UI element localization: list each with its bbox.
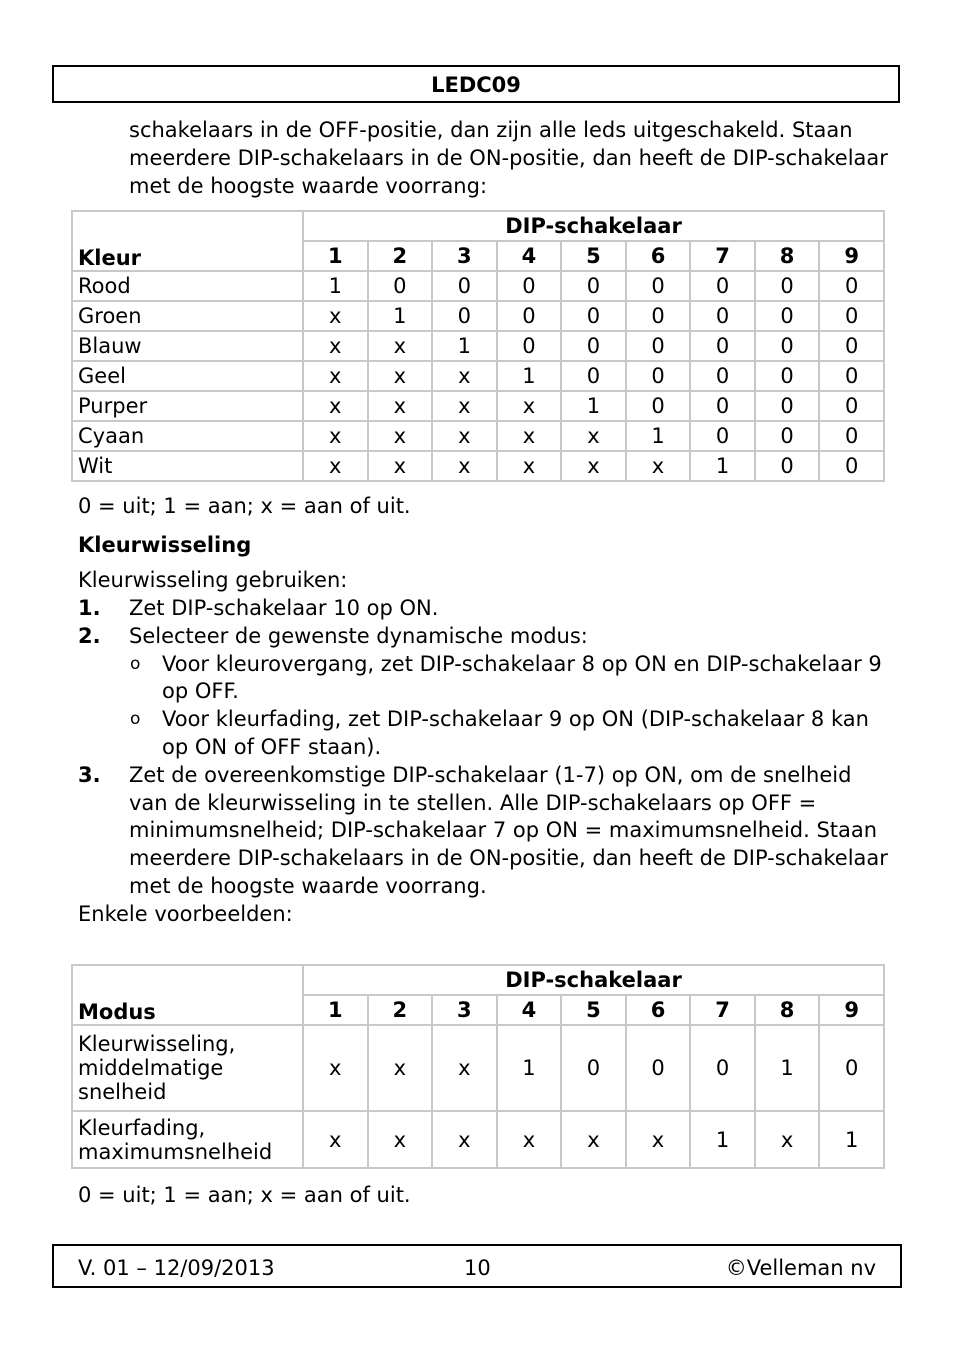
table-cell: 0 [755,331,820,361]
step-number: 1. [78,596,101,620]
row-label: Kleurfading, maximumsnelheid [72,1111,303,1168]
table-cell: 1 [432,331,497,361]
table-cell: 0 [626,331,691,361]
row-label: Geel [72,361,303,391]
row-label: Groen [72,301,303,331]
table-cell: 0 [497,301,562,331]
substep-text: Voor kleurfading, zet DIP-schakelaar 9 op ON (DIP-schakelaar 8 kan op ON of OFF staan). [162,707,869,759]
row-label: Wit [72,451,303,481]
column-header-7: 7 [690,995,755,1025]
table-cell: 1 [690,1111,755,1168]
step-item [78,762,888,901]
column-header-5: 5 [561,995,626,1025]
column-header-4: 4 [497,995,562,1025]
table-cell: x [303,1025,368,1111]
table-cell: 1 [497,361,562,391]
table-cell: 0 [561,271,626,301]
table-cell: x [303,421,368,451]
table-cell: 0 [819,391,884,421]
step-text: Zet de overeenkomstige DIP-schakelaar (1-7) op ON, om de snelheid van de kleurwisseling in te stellen. Alle DIP-schakelaars op OFF = minimumsnelheid; DIP-schakelaar 7 op ON = maximumsnelheid. Staan meerdere DIP-schakelaars in de ON-positie, dan heeft de DIP-schakelaar met de hoogste waarde voorrang. [129,762,888,898]
section-heading: Kleurwisseling [78,533,252,557]
intro-paragraph: schakelaars in de OFF-positie, dan zijn alle leds uitgeschakeld. Staan meerdere DIP-schakelaars in de ON-positie, dan heeft de DIP-schakelaar met de hoogste waarde voorrang: [129,118,888,198]
copyright: ©Velleman nv [725,1256,876,1280]
table-cell: 0 [755,271,820,301]
table-label-header: Kleur [72,211,303,271]
table-cell: 0 [819,361,884,391]
table-row [72,1111,884,1168]
table-cell: 0 [755,421,820,451]
table-row [72,1025,884,1111]
table-cell: 0 [819,301,884,331]
column-header-9: 9 [819,241,884,271]
circle-bullet-icon: o [130,709,141,730]
dip-group-header: DIP-schakelaar [303,965,884,995]
legend-note: 0 = uit; 1 = aan; x = aan of uit. [78,1183,411,1207]
column-header-3: 3 [432,995,497,1025]
table-cell: x [432,1111,497,1168]
table-cell: 0 [690,1025,755,1111]
column-header-2: 2 [368,995,433,1025]
mode-dip-table [71,964,885,1169]
column-header-6: 6 [626,241,691,271]
table-cell: 0 [755,391,820,421]
table-cell: x [561,451,626,481]
table-cell: 1 [303,271,368,301]
table-row [72,451,884,481]
table-cell: x [497,421,562,451]
table-cell: x [626,1111,691,1168]
table-row [72,361,884,391]
table-cell: x [368,361,433,391]
dip-group-header: DIP-schakelaar [303,211,884,241]
table-cell: x [497,451,562,481]
column-header-4: 4 [497,241,562,271]
table-cell: 0 [690,301,755,331]
color-dip-table [71,210,885,482]
column-header-8: 8 [755,241,820,271]
document-header [52,65,900,103]
row-label: Blauw [72,331,303,361]
table-cell: x [755,1111,820,1168]
table-cell: 1 [497,1025,562,1111]
table-cell: x [303,391,368,421]
table-cell: x [561,421,626,451]
table-cell: x [497,391,562,421]
table-row [72,301,884,331]
table-cell: 1 [819,1111,884,1168]
examples-intro: Enkele voorbeelden: [78,901,293,926]
table-cell: 0 [755,361,820,391]
substep-text: Voor kleurovergang, zet DIP-schakelaar 8 op ON en DIP-schakelaar 9 op OFF. [162,651,882,704]
table-cell: x [497,1111,562,1168]
table-cell: 0 [626,301,691,331]
table-cell: x [368,391,433,421]
table-cell: 1 [561,391,626,421]
table-cell: 0 [626,361,691,391]
table-cell: 0 [819,421,884,451]
table-row [72,391,884,421]
table-row [72,421,884,451]
table-cell: 1 [626,421,691,451]
table-cell: x [303,301,368,331]
model-title: LEDC09 [431,73,521,97]
column-header-2: 2 [368,241,433,271]
column-header-1: 1 [303,995,368,1025]
table-cell: 0 [626,271,691,301]
table-cell: 0 [690,331,755,361]
table-cell: 1 [755,1025,820,1111]
table-cell: 0 [626,391,691,421]
table-cell: 0 [432,301,497,331]
step-number: 3. [78,762,101,787]
column-header-3: 3 [432,241,497,271]
step-text: Zet DIP-schakelaar 10 op ON. [129,596,439,620]
table-cell: x [368,331,433,361]
table-cell: 1 [368,301,433,331]
substep-item [78,706,888,762]
table-cell: 1 [690,451,755,481]
step-text: Selecteer de gewenste dynamische modus: [129,623,588,648]
usage-intro: Kleurwisseling gebruiken: [78,568,348,592]
column-header-9: 9 [819,995,884,1025]
row-label: Cyaan [72,421,303,451]
table-cell: 0 [819,1025,884,1111]
table-cell: x [432,421,497,451]
column-header-1: 1 [303,241,368,271]
table-cell: 0 [561,301,626,331]
circle-bullet-icon: o [130,653,141,674]
table-cell: 0 [690,391,755,421]
table-cell: x [303,331,368,361]
column-header-5: 5 [561,241,626,271]
page-number: 10 [464,1256,491,1280]
document-footer [52,1244,902,1288]
column-header-8: 8 [755,995,820,1025]
table-cell: 0 [755,451,820,481]
step-number: 2. [78,623,101,648]
table-cell: 0 [561,331,626,361]
column-header-7: 7 [690,241,755,271]
table-cell: 0 [497,331,562,361]
table-cell: x [561,1111,626,1168]
table-cell: x [368,1111,433,1168]
table-row [72,331,884,361]
table-cell: x [432,451,497,481]
row-label: Kleurwisseling, middelmatige snelheid [72,1025,303,1111]
table-row [72,271,884,301]
row-label: Rood [72,271,303,301]
table-cell: x [368,1025,433,1111]
substep-item [78,651,888,707]
table-cell: 0 [626,1025,691,1111]
table-cell: 0 [819,271,884,301]
table-label-header: Modus [72,965,303,1025]
table-cell: x [303,361,368,391]
table-cell: 0 [432,271,497,301]
legend-note: 0 = uit; 1 = aan; x = aan of uit. [78,494,411,518]
steps-list [78,595,888,929]
table-cell: x [432,391,497,421]
column-header-6: 6 [626,995,691,1025]
table-cell: 0 [819,451,884,481]
table-cell: 0 [497,271,562,301]
table-cell: x [626,451,691,481]
table-cell: x [303,451,368,481]
table-cell: 0 [561,361,626,391]
step-item [78,623,888,651]
table-cell: 0 [819,331,884,361]
table-cell: x [432,1025,497,1111]
table-cell: 0 [561,1025,626,1111]
table-cell: x [368,451,433,481]
table-cell: 0 [690,361,755,391]
step-item [78,595,888,623]
table-cell: 0 [368,271,433,301]
table-cell: 0 [755,301,820,331]
table-cell: x [303,1111,368,1168]
table-cell: 0 [690,421,755,451]
table-cell: x [432,361,497,391]
row-label: Purper [72,391,303,421]
table-cell: x [368,421,433,451]
version-date: V. 01 – 12/09/2013 [78,1256,275,1280]
table-cell: 0 [690,271,755,301]
